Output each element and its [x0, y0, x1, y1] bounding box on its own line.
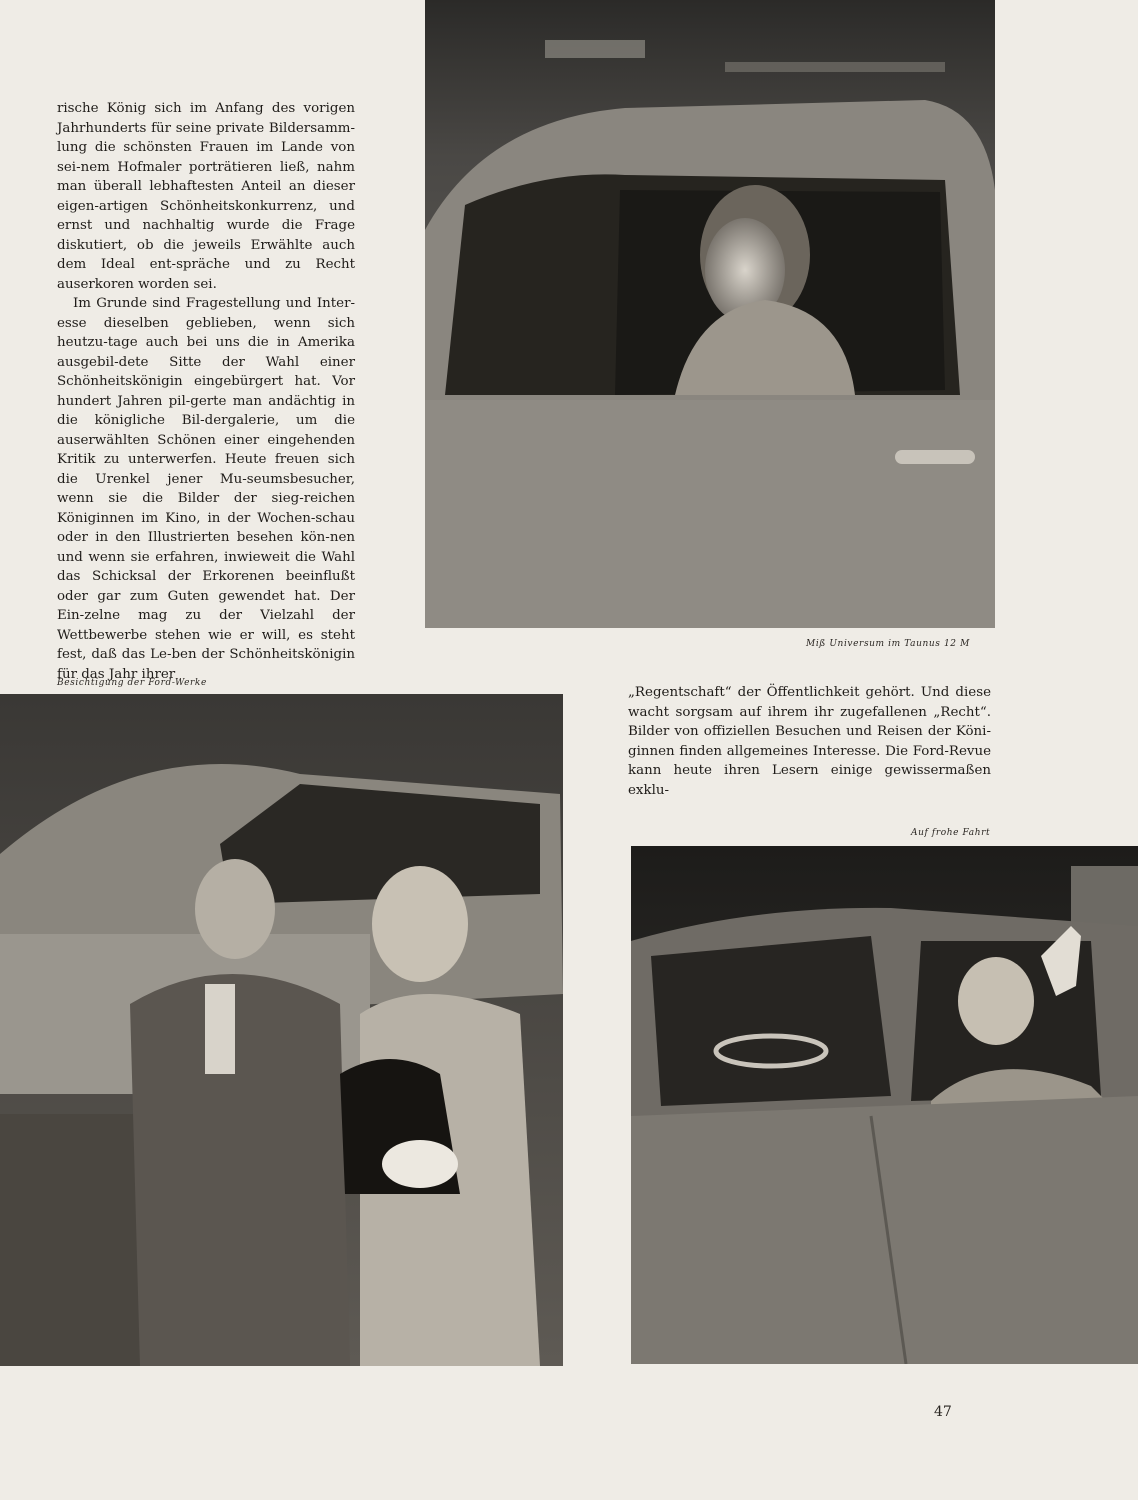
- caption-right-photo: Auf frohe Fahrt: [911, 828, 991, 838]
- paragraph: rische König sich im Anfang des vorigen Jahrhunderts für seine private Bildersamm-lung die schönsten Frauen im Lande von sei-nem Hofmaler porträtieren ließ, nahm man überall lebhaftesten Anteil an dieser eigen-artigen Schönheitskonkurrenz, und ernst und nachhaltig wurde die Frage diskutiert, ob die jeweils Erwählte auch dem Ideal ent-spräche und zu Recht auserkoren worden sei.: [57, 101, 355, 292]
- page-number: 47: [934, 1404, 952, 1420]
- photo-woman-in-car: [425, 0, 995, 628]
- article-column-1: [57, 99, 355, 684]
- caption-top-photo: Miß Universum im Taunus 12 M: [806, 639, 970, 649]
- article-column-2: [628, 683, 991, 800]
- paragraph: „Regentschaft“ der Öffentlichkeit gehört. Und diese wacht sorgsam auf ihrem ihr zugefallenen „Recht“. Bilder von offiziellen Besuchen und Reisen der Köni-ginnen finden allgemeines Interesse. Die Ford-Revue kann heute ihren Lesern einige gewissermaßen exklu-: [628, 685, 991, 798]
- photo-woman-waving-from-car: [631, 846, 1138, 1364]
- photo-factory-visit: [0, 694, 563, 1366]
- caption-left-photo: Besichtigung der Ford-Werke: [57, 678, 207, 688]
- paragraph: Im Grunde sind Fragestellung und Inter-esse dieselben geblieben, wenn sich heutzu-tage auch bei uns die in Amerika ausgebil-dete Sitte der Wahl einer Schönheitskönigin eingebürgert hat. Vor hundert Jahren pil-gerte man andächtig in die königliche Bil-dergalerie, um die auserwählten Schönen einer eingehenden Kritik zu unterwerfen. Heute freuen sich die Urenkel jener Mu-seumsbesucher, wenn sie die Bilder der sieg-reichen Königinnen im Kino, in der Wochen-schau oder in den Illustrierten besehen kön-nen und wenn sie erfahren, inwieweit die Wahl das Schicksal der Erkorenen beeinflußt oder gar zum Guten gewendet hat. Der Ein-zelne mag zu der Vielzahl der Wettbewerbe stehen wie er will, es steht fest, daß das Le-ben der Schönheitskönigin für das Jahr ihrer: [57, 296, 355, 682]
